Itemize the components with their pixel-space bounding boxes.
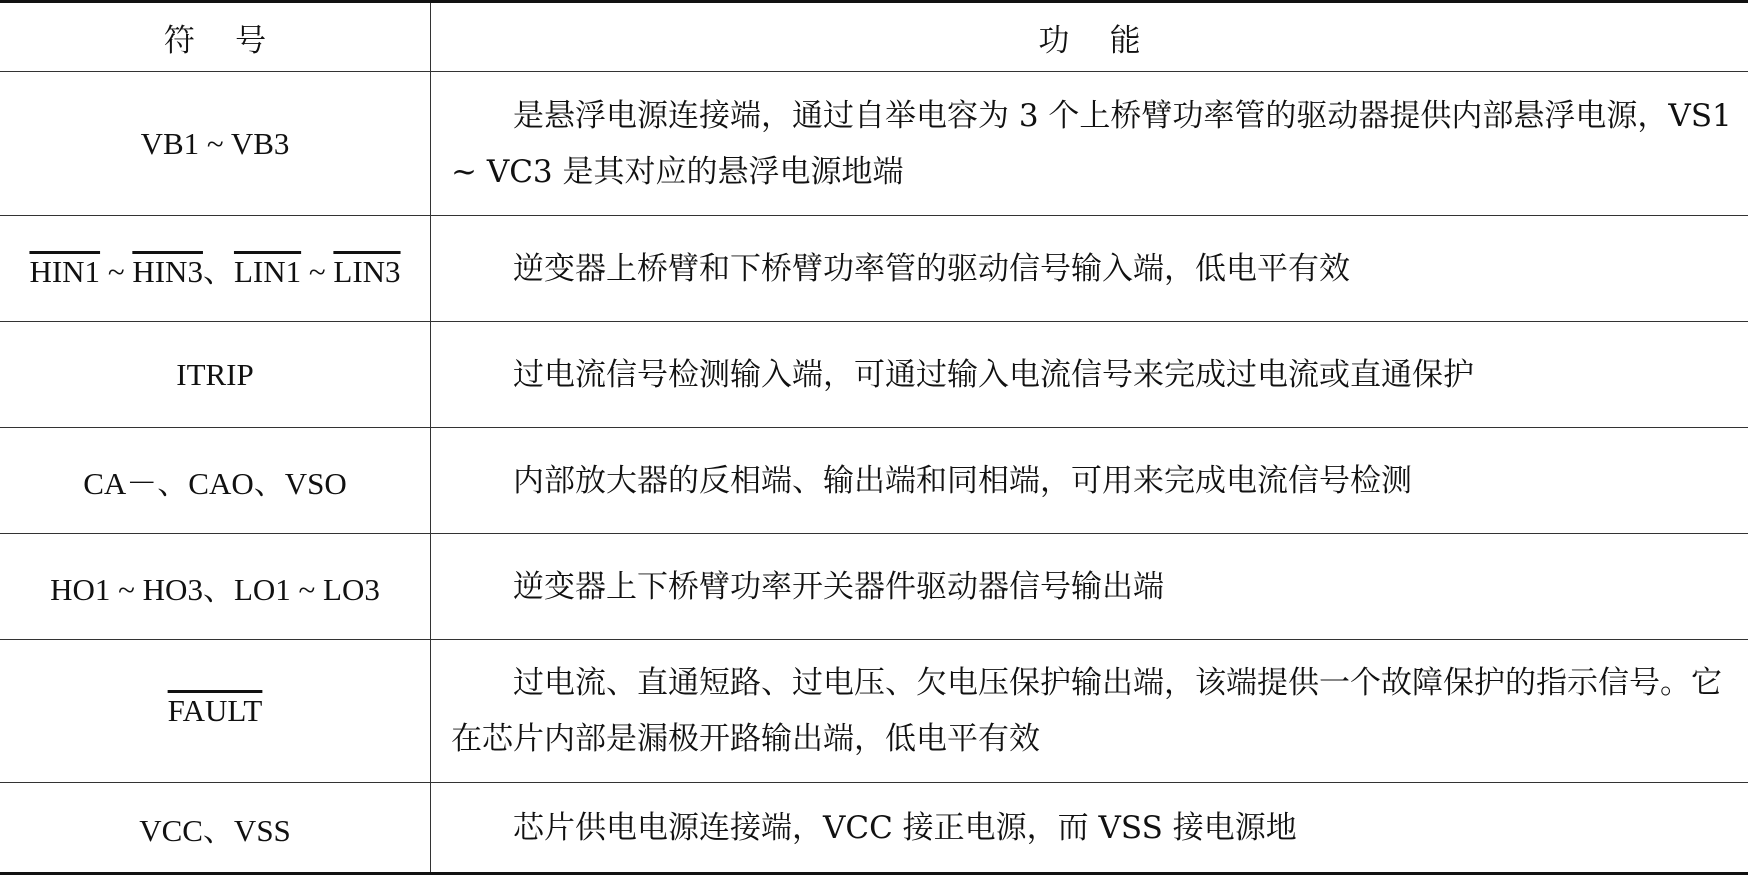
function-text: 芯片供电电源连接端，VCC 接正电源，而 VSS 接电源地 — [513, 809, 1297, 846]
symbol-segment: 、 — [202, 254, 234, 289]
function-cell — [431, 322, 1748, 428]
symbol-cell — [0, 216, 431, 322]
function-cell — [431, 72, 1748, 216]
function-cell — [431, 534, 1748, 640]
symbol-cell — [0, 534, 431, 640]
symbol-segment-overlined: FAULT — [167, 693, 263, 728]
symbol-segment: ~ — [100, 254, 133, 289]
symbol-cell — [0, 640, 431, 783]
symbol-cell — [0, 322, 431, 428]
function-text: 内部放大器的反相端、输出端和同相端，可用来完成电流信号检测 — [513, 462, 1412, 499]
symbol-segment: ~ — [301, 254, 334, 289]
symbol-cell — [0, 783, 431, 874]
function-text: 过电流、直通短路、过电压、欠电压保护输出端，该端提供一个故障保护的指示信号。它在芯片内部是漏极开路输出端，低电平有效 — [451, 665, 1722, 757]
function-text: 逆变器上桥臂和下桥臂功率管的驱动信号输入端，低电平有效 — [513, 250, 1350, 287]
function-text: 过电流信号检测输入端，可通过输入电流信号来完成过电流或直通保护 — [513, 356, 1474, 393]
function-text: 逆变器上下桥臂功率开关器件驱动器信号输出端 — [513, 568, 1164, 605]
table-row — [0, 783, 1748, 874]
symbol-segment-overlined: HIN1 — [29, 254, 101, 289]
function-cell — [431, 428, 1748, 534]
symbol-segment: VCC、VSS — [139, 813, 291, 848]
function-text: 是悬浮电源连接端，通过自举电容为 3 个上桥臂功率管的驱动器提供内部悬浮电源，VS1 ~ VC3 是其对应的悬浮电源地端 — [451, 97, 1732, 190]
symbol-segment-overlined: LIN3 — [333, 254, 401, 289]
symbol-segment: VB1 ~ VB3 — [140, 125, 290, 161]
header-cell-function — [431, 2, 1748, 72]
table-row — [0, 72, 1748, 216]
header-symbol-label: 符号 — [163, 22, 307, 59]
function-cell — [431, 216, 1748, 322]
symbol-segment: ITRIP — [176, 356, 254, 392]
symbol-segment-overlined: LIN1 — [233, 254, 302, 289]
table-row — [0, 216, 1748, 322]
header-cell-symbol — [0, 2, 431, 72]
table-row — [0, 534, 1748, 640]
table-header-row — [0, 2, 1748, 72]
function-cell — [431, 640, 1748, 783]
symbol-segment-overlined: HIN3 — [132, 254, 203, 289]
header-function-label: 功能 — [1038, 22, 1181, 59]
function-cell — [431, 783, 1748, 874]
symbol-cell — [0, 428, 431, 534]
table-row — [0, 428, 1748, 534]
symbol-cell — [0, 72, 431, 216]
symbol-segment: HO1 ~ HO3、LO1 ~ LO3 — [50, 572, 380, 607]
symbol-segment: CA－、CAO、VSO — [83, 466, 347, 501]
table-row — [0, 322, 1748, 428]
table-row — [0, 640, 1748, 783]
